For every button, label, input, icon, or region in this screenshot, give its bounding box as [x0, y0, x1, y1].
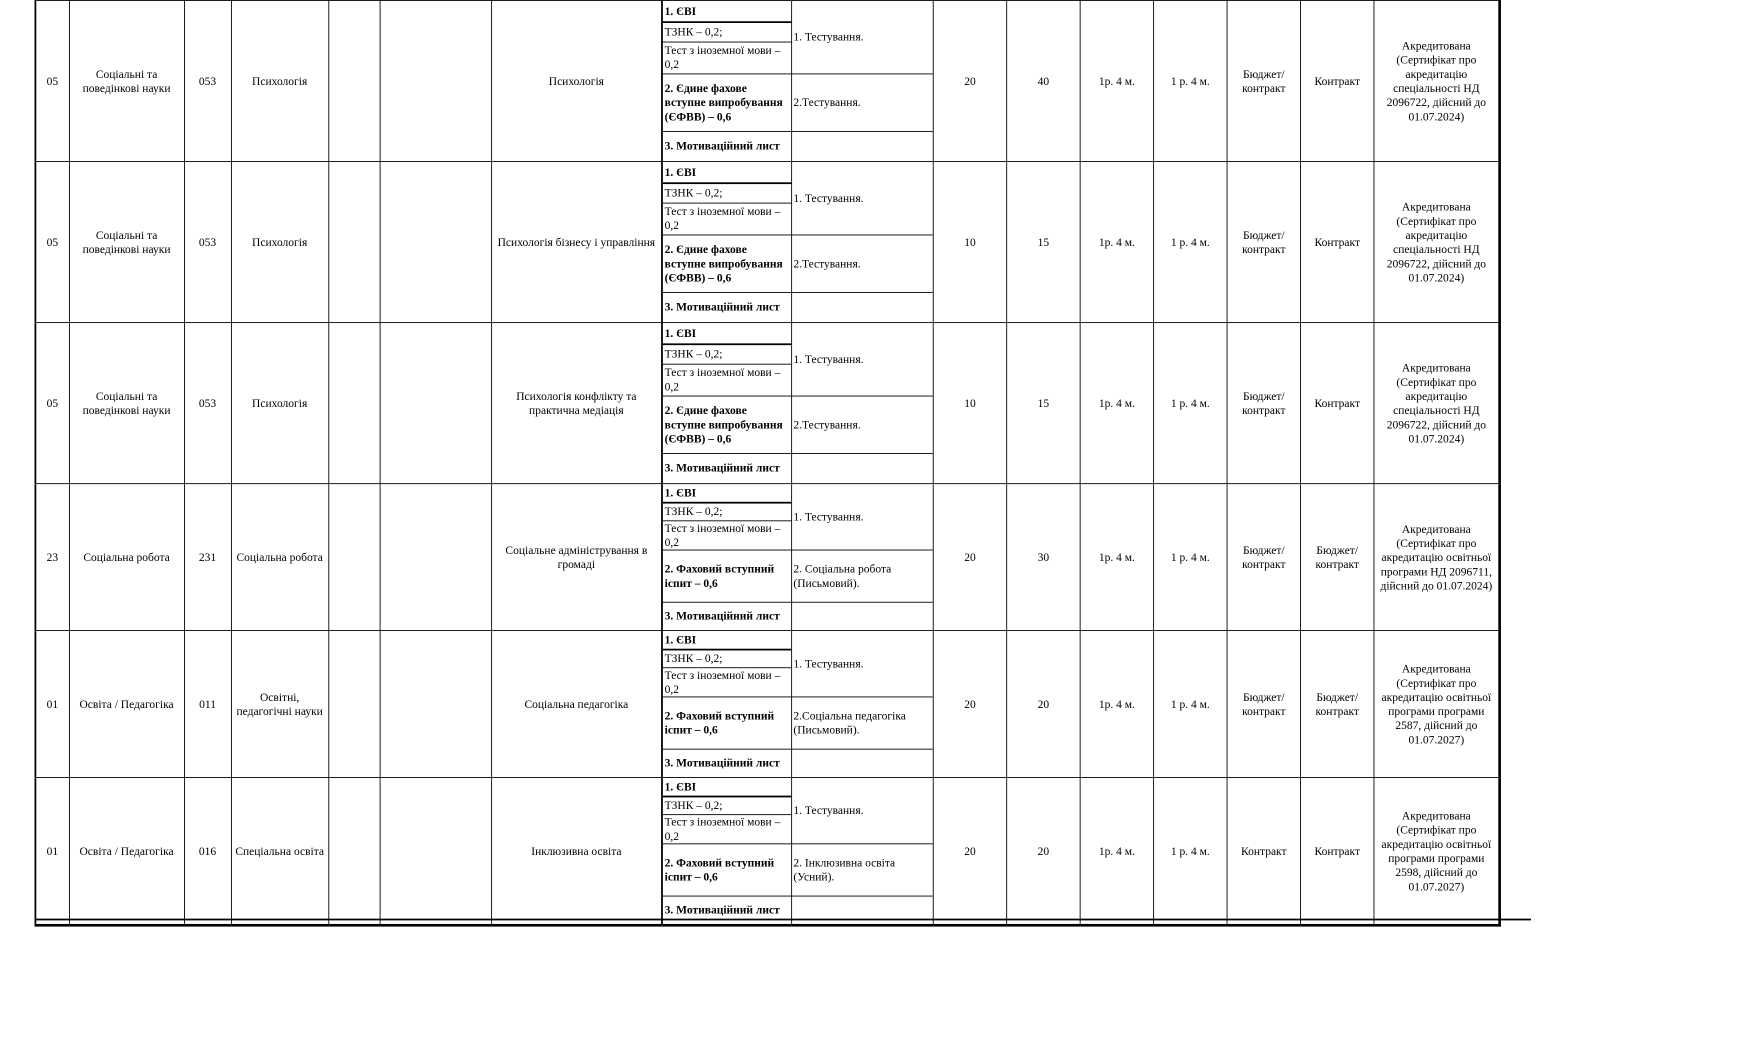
program-name-cell: Інклюзивна освіта: [491, 777, 662, 925]
specialization-name-cell: [380, 162, 492, 323]
entrance-exams-cell: [662, 777, 933, 925]
exam-foreign-language: Тест з іноземної мови – 0,2: [663, 203, 791, 235]
program-name-cell: Психологія бізнесу і управління: [491, 162, 662, 323]
funding-full-time-cell: Бюджет/ контракт: [1227, 162, 1300, 323]
specialization-code-cell: [328, 631, 379, 778]
exam-tznk: ТЗНК – 0,2;: [663, 22, 791, 41]
specialty-name-cell: Соціальна робота: [231, 484, 328, 631]
exam-form-2: 2.Соціальна педагогіка (Письмовий).: [791, 696, 933, 748]
table-row: [35, 631, 1499, 778]
accreditation-cell: Акредитована (Сертифікат про акредитацію освітньої програми НД 2096711, дійсний до 01.07.2024): [1374, 484, 1500, 631]
exam-form-2: 2. Інклюзивна освіта (Усний).: [791, 843, 933, 895]
exam-tznk: ТЗНК – 0,2;: [663, 797, 791, 815]
funding-part-time-cell: Контракт: [1301, 162, 1374, 323]
exam-form-1: 1. Тестування.: [791, 778, 933, 843]
exam-subtable: [663, 323, 933, 483]
exam-subtable: [663, 778, 933, 924]
license-total-cell: 40: [1007, 0, 1080, 161]
specialization-name-cell: [380, 631, 492, 778]
exam-foreign-language: Тест з іноземної мови – 0,2: [663, 42, 791, 74]
term-full-time-cell: 1р. 4 м.: [1080, 323, 1153, 484]
exam-tznk: ТЗНК – 0,2;: [663, 183, 791, 202]
exam-second-component: 2. Фаховий вступний іспит – 0,6: [663, 843, 791, 895]
entrance-exams-cell: [662, 162, 933, 323]
funding-part-time-cell: Контракт: [1301, 777, 1374, 925]
exam-form-3: [791, 453, 933, 483]
exam-subtable: [663, 1, 933, 161]
exam-form-3: [791, 749, 933, 777]
exam-evi-label: 1. ЄВІ: [663, 1, 791, 22]
exam-motivation-letter: 3. Мотиваційний лист: [663, 896, 791, 924]
exam-subtable: [663, 162, 933, 322]
exam-foreign-language: Тест з іноземної мови – 0,2: [663, 520, 791, 549]
exam-motivation-letter: 3. Мотиваційний лист: [663, 749, 791, 777]
specialty-code-cell: 011: [184, 631, 231, 778]
term-part-time-cell: 1 р. 4 м.: [1154, 162, 1227, 323]
exam-evi-label: 1. ЄВІ: [663, 162, 791, 183]
term-full-time-cell: 1р. 4 м.: [1080, 162, 1153, 323]
specialty-name-cell: Спеціальна освіта: [231, 777, 328, 925]
exam-second-component: 2. Фаховий вступний іспит – 0,6: [663, 550, 791, 602]
exam-subtable: [663, 484, 933, 630]
exam-second-component: 2. Єдине фахове вступне випробування (ЄФВВ) – 0,6: [663, 396, 791, 454]
license-total-cell: 20: [1007, 777, 1080, 925]
branch-name-cell: Соціальні та поведінкові науки: [69, 323, 184, 484]
license-budget-cell: 20: [933, 777, 1006, 925]
specialty-code-cell: 016: [184, 777, 231, 925]
branch-code-cell: 23: [35, 484, 69, 631]
exam-form-1: 1. Тестування.: [791, 484, 933, 549]
funding-part-time-cell: Бюджет/ контракт: [1301, 631, 1374, 778]
branch-code-cell: 05: [35, 162, 69, 323]
exam-foreign-language: Тест з іноземної мови – 0,2: [663, 667, 791, 696]
exam-form-2: 2. Соціальна робота (Письмовий).: [791, 550, 933, 602]
branch-name-cell: Соціальні та поведінкові науки: [69, 162, 184, 323]
specialty-name-cell: Психологія: [231, 0, 328, 161]
funding-part-time-cell: Бюджет/ контракт: [1301, 484, 1374, 631]
funding-full-time-cell: Бюджет/ контракт: [1227, 0, 1300, 161]
exam-form-1: 1. Тестування.: [791, 1, 933, 74]
entrance-exams-cell: [662, 631, 933, 778]
table-row: [35, 0, 1499, 161]
table-row: [35, 323, 1499, 484]
license-budget-cell: 10: [933, 323, 1006, 484]
exam-motivation-letter: 3. Мотиваційний лист: [663, 602, 791, 630]
exam-evi-label: 1. ЄВІ: [663, 631, 791, 650]
license-total-cell: 30: [1007, 484, 1080, 631]
accreditation-cell: Акредитована (Сертифікат про акредитацію спеціальності НД 2096722, дійсний до 01.07.2024): [1374, 162, 1500, 323]
specialization-code-cell: [328, 323, 379, 484]
exam-second-component: 2. Єдине фахове вступне випробування (ЄФВВ) – 0,6: [663, 235, 791, 293]
exam-evi-label: 1. ЄВІ: [663, 484, 791, 503]
exam-form-3: [791, 292, 933, 322]
branch-code-cell: 05: [35, 323, 69, 484]
entrance-exams-cell: [662, 484, 933, 631]
branch-name-cell: Соціальні та поведінкові науки: [69, 0, 184, 161]
funding-full-time-cell: Контракт: [1227, 777, 1300, 925]
table-bottom-border: [35, 919, 1532, 921]
exam-form-2: 2.Тестування.: [791, 396, 933, 454]
exam-form-1: 1. Тестування.: [791, 162, 933, 235]
branch-code-cell: 01: [35, 777, 69, 925]
exam-form-2: 2.Тестування.: [791, 235, 933, 293]
term-part-time-cell: 1 р. 4 м.: [1154, 777, 1227, 925]
term-part-time-cell: 1 р. 4 м.: [1154, 0, 1227, 161]
table-row: [35, 484, 1499, 631]
exam-form-1: 1. Тестування.: [791, 631, 933, 696]
exam-form-2: 2.Тестування.: [791, 73, 933, 131]
accreditation-cell: Акредитована (Сертифікат про акредитацію освітньої програми програми 2587, дійсний до 01.07.2027): [1374, 631, 1500, 778]
exam-form-3: [791, 602, 933, 630]
term-part-time-cell: 1 р. 4 м.: [1154, 631, 1227, 778]
specialty-code-cell: 231: [184, 484, 231, 631]
specialization-name-cell: [380, 484, 492, 631]
funding-full-time-cell: Бюджет/ контракт: [1227, 323, 1300, 484]
exam-evi-label: 1. ЄВІ: [663, 778, 791, 797]
exam-foreign-language: Тест з іноземної мови – 0,2: [663, 364, 791, 396]
program-name-cell: Психологія конфлікту та практична медіація: [491, 323, 662, 484]
exam-form-1: 1. Тестування.: [791, 323, 933, 396]
exam-form-3: [791, 131, 933, 161]
specialization-name-cell: [380, 777, 492, 925]
term-full-time-cell: 1р. 4 м.: [1080, 631, 1153, 778]
specialty-name-cell: Психологія: [231, 162, 328, 323]
accreditation-cell: Акредитована (Сертифікат про акредитацію спеціальності НД 2096722, дійсний до 01.07.2024): [1374, 0, 1500, 161]
exam-subtable: [663, 631, 933, 777]
exam-evi-label: 1. ЄВІ: [663, 323, 791, 344]
branch-code-cell: 01: [35, 631, 69, 778]
branch-code-cell: 05: [35, 0, 69, 161]
entrance-exams-cell: [662, 323, 933, 484]
specialty-code-cell: 053: [184, 0, 231, 161]
specialization-name-cell: [380, 0, 492, 161]
program-name-cell: Соціальне адміністрування в громаді: [491, 484, 662, 631]
funding-full-time-cell: Бюджет/ контракт: [1227, 631, 1300, 778]
license-budget-cell: 20: [933, 0, 1006, 161]
license-budget-cell: 10: [933, 162, 1006, 323]
exam-foreign-language: Тест з іноземної мови – 0,2: [663, 814, 791, 843]
program-name-cell: Соціальна педагогіка: [491, 631, 662, 778]
program-name-cell: Психологія: [491, 0, 662, 161]
term-part-time-cell: 1 р. 4 м.: [1154, 323, 1227, 484]
exam-motivation-letter: 3. Мотиваційний лист: [663, 131, 791, 161]
specialization-code-cell: [328, 484, 379, 631]
exam-second-component: 2. Єдине фахове вступне випробування (ЄФВВ) – 0,6: [663, 73, 791, 131]
exam-motivation-letter: 3. Мотиваційний лист: [663, 453, 791, 483]
exam-tznk: ТЗНК – 0,2;: [663, 344, 791, 363]
branch-name-cell: Соціальна робота: [69, 484, 184, 631]
specialty-code-cell: 053: [184, 323, 231, 484]
license-budget-cell: 20: [933, 484, 1006, 631]
funding-part-time-cell: Контракт: [1301, 0, 1374, 161]
branch-name-cell: Освіта / Педагогіка: [69, 631, 184, 778]
exam-tznk: ТЗНК – 0,2;: [663, 650, 791, 668]
term-full-time-cell: 1р. 4 м.: [1080, 777, 1153, 925]
entrance-exams-cell: [662, 0, 933, 161]
term-full-time-cell: 1р. 4 м.: [1080, 0, 1153, 161]
specialization-code-cell: [328, 777, 379, 925]
funding-full-time-cell: Бюджет/ контракт: [1227, 484, 1300, 631]
branch-name-cell: Освіта / Педагогіка: [69, 777, 184, 925]
term-part-time-cell: 1 р. 4 м.: [1154, 484, 1227, 631]
exam-motivation-letter: 3. Мотиваційний лист: [663, 292, 791, 322]
license-total-cell: 15: [1007, 162, 1080, 323]
exam-second-component: 2. Фаховий вступний іспит – 0,6: [663, 696, 791, 748]
license-budget-cell: 20: [933, 631, 1006, 778]
specialty-name-cell: Психологія: [231, 323, 328, 484]
specialty-code-cell: 053: [184, 162, 231, 323]
specialization-name-cell: [380, 323, 492, 484]
specialization-code-cell: [328, 0, 379, 161]
accreditation-cell: Акредитована (Сертифікат про акредитацію освітньої програми програми 2598, дійсний до 01.07.2027): [1374, 777, 1500, 925]
table-row: [35, 162, 1499, 323]
license-total-cell: 15: [1007, 323, 1080, 484]
accreditation-cell: Акредитована (Сертифікат про акредитацію спеціальності НД 2096722, дійсний до 01.07.2024): [1374, 323, 1500, 484]
term-full-time-cell: 1р. 4 м.: [1080, 484, 1153, 631]
license-total-cell: 20: [1007, 631, 1080, 778]
specialization-code-cell: [328, 162, 379, 323]
funding-part-time-cell: Контракт: [1301, 323, 1374, 484]
table-row: [35, 777, 1499, 925]
exam-tznk: ТЗНК – 0,2;: [663, 503, 791, 521]
specialty-name-cell: Освітні, педагогічні науки: [231, 631, 328, 778]
admission-table: [35, 0, 1501, 927]
